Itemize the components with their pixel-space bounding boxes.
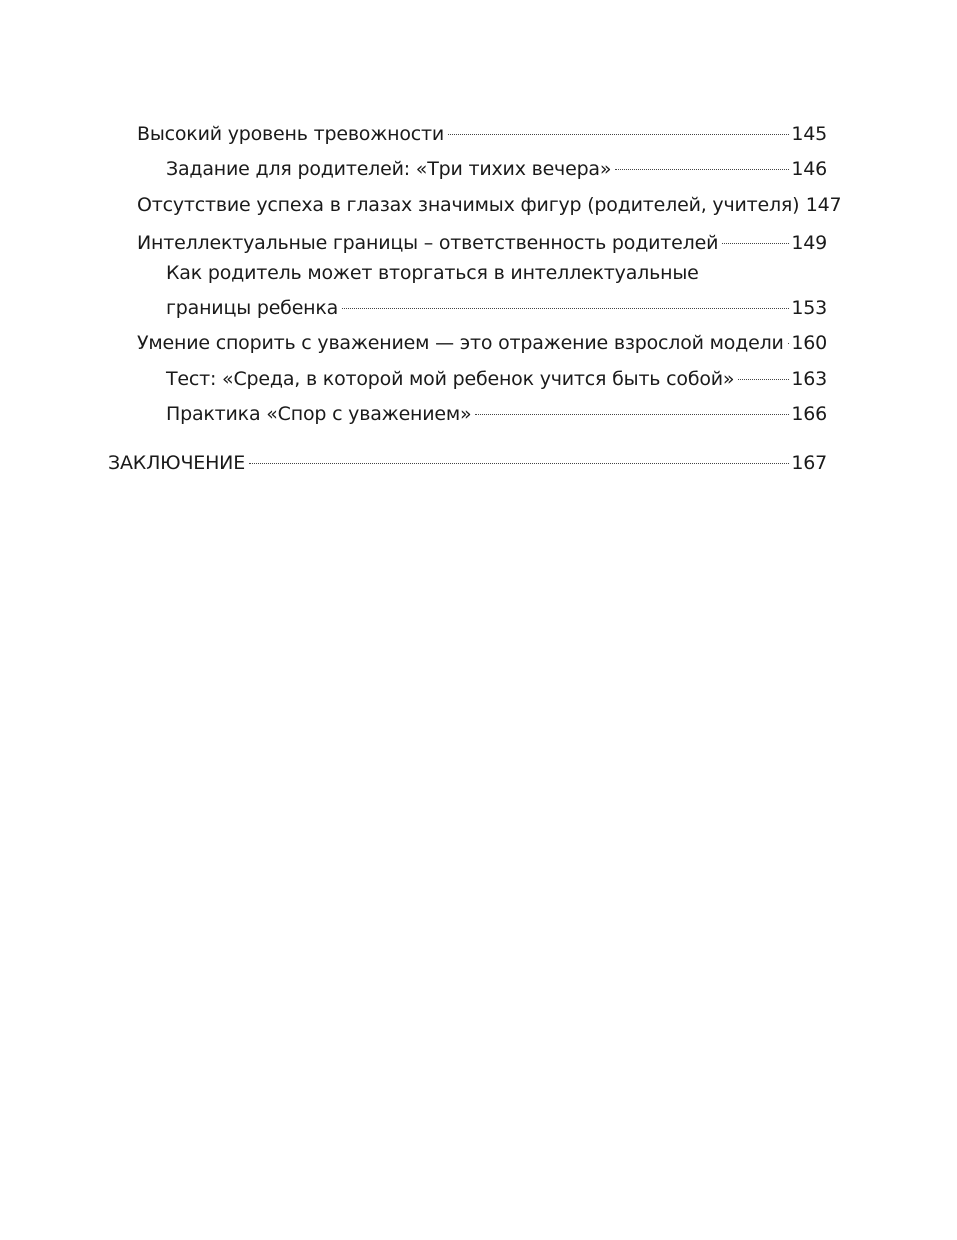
toc-entry-title: ЗАКЛЮЧЕНИЕ (108, 452, 246, 474)
toc-entry-page: 160 (791, 332, 827, 354)
toc-entry-title: Практика «Спор с уважением» (166, 403, 472, 425)
toc-entry-page: 167 (791, 452, 827, 474)
toc-entry-page: 146 (791, 158, 827, 180)
toc-entry[interactable] (166, 262, 827, 319)
toc-entry-title: Умение спорить с уважением — это отражение взрослой модели (137, 332, 784, 354)
toc-entry[interactable] (166, 363, 827, 390)
dot-leader (738, 363, 789, 385)
toc-entry[interactable] (137, 327, 827, 354)
dot-leader (475, 398, 789, 420)
dot-leader (448, 118, 789, 140)
dot-leader (722, 227, 789, 249)
toc-entry-page: 166 (791, 403, 827, 425)
dot-leader (788, 327, 789, 349)
dot-leader (342, 292, 789, 314)
toc-entry-page: 149 (791, 232, 827, 254)
toc-entry[interactable] (166, 398, 827, 425)
dot-leader (615, 153, 789, 175)
toc-entry-page: 163 (791, 368, 827, 390)
toc-entry-page: 153 (791, 297, 827, 319)
toc-entry[interactable] (137, 189, 842, 216)
toc-entry-title-line2: границы ребенка (166, 297, 339, 319)
toc-entry-page: 145 (791, 123, 827, 145)
toc-entry-title: Высокий уровень тревожности (137, 123, 445, 145)
dot-leader (249, 447, 789, 469)
toc-entry-title: Интеллектуальные границы – ответственность родителей (137, 232, 719, 254)
toc-entry[interactable] (137, 227, 827, 254)
toc-entry-title: Отсутствие успеха в глазах значимых фигур (родителей, учителя) (137, 194, 800, 216)
toc-entry-page: 147 (805, 194, 842, 216)
toc-entry-title: Тест: «Среда, в которой мой ребенок учится быть собой» (166, 368, 735, 390)
toc-entry[interactable] (166, 153, 827, 180)
toc-entry-title-line1: Как родитель может вторгаться в интеллектуальные (166, 262, 699, 284)
toc-entry[interactable] (108, 447, 827, 474)
toc-entry[interactable] (137, 118, 827, 145)
toc-entry-title: Задание для родителей: «Три тихих вечера» (166, 158, 612, 180)
